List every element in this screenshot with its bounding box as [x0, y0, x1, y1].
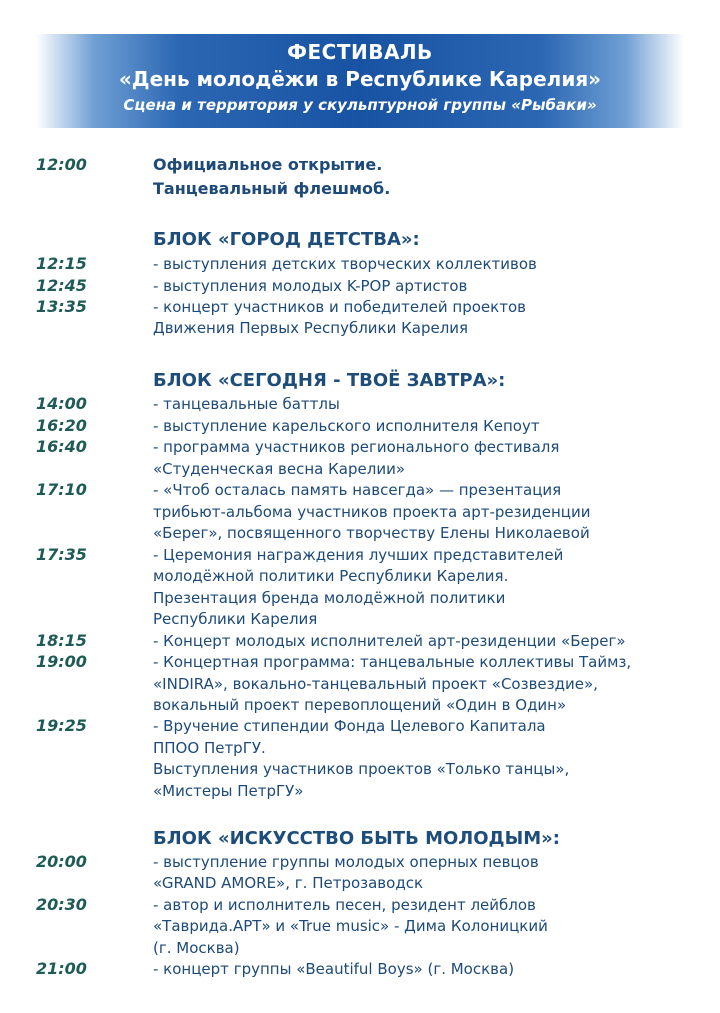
- event-line: «Берег», посвященного творчеству Елены Николаевой: [153, 524, 590, 542]
- time-label: 20:30: [36, 895, 87, 914]
- event-line: молодёжной политики Республики Карелия.: [153, 567, 509, 585]
- event-line: Выступления участников проектов «Только танцы»,: [153, 760, 570, 778]
- time-label: 16:20: [36, 416, 87, 435]
- event-line: Официальное открытие.: [153, 155, 383, 174]
- event-line: - Вручение стипендии Фонда Целевого Капитала: [153, 717, 546, 735]
- banner-event-name: «День молодёжи в Республике Карелия»: [118, 67, 602, 91]
- event-line: «Таврида.АРТ» и «True music» - Дима Колоницкий: [153, 917, 548, 935]
- block-heading: БЛОК «СЕГОДНЯ - ТВОЁ ЗАВТРА»:: [153, 370, 506, 391]
- event-line: «Мистеры ПетрГУ»: [153, 782, 304, 800]
- banner-location: Сцена и территория у скульптурной группы «Рыбаки»: [123, 96, 597, 114]
- event-line: «Студенческая весна Карелии»: [153, 460, 405, 478]
- block-heading: БЛОК «ГОРОД ДЕТСТВА»:: [153, 229, 420, 250]
- event-line: - Концертная программа: танцевальные коллективы Таймз,: [153, 653, 632, 671]
- event-line: Республики Карелия: [153, 610, 318, 628]
- event-line: - выступления молодых K-POP артистов: [153, 277, 468, 295]
- time-label: 12:45: [36, 276, 87, 295]
- event-line: - Церемония награждения лучших представителей: [153, 546, 564, 564]
- time-label: 21:00: [36, 959, 87, 978]
- time-label: 16:40: [36, 437, 87, 456]
- event-line: «GRAND AMORE», г. Петрозаводск: [153, 874, 423, 892]
- time-label: 18:15: [36, 631, 87, 650]
- event-line: - концерт участников и победителей проектов: [153, 298, 526, 316]
- time-label: 13:35: [36, 297, 87, 316]
- event-line: ППОО ПетрГУ.: [153, 739, 266, 757]
- time-label: 17:35: [36, 545, 87, 564]
- event-line: трибьют-альбома участников проекта арт-резиденции: [153, 503, 591, 521]
- banner-title: ФЕСТИВАЛЬ: [287, 40, 433, 64]
- time-label: 19:00: [36, 652, 87, 671]
- event-line: - танцевальные баттлы: [153, 395, 340, 413]
- event-line: - «Чтоб осталась память навсегда» — презентация: [153, 481, 562, 499]
- event-line: - автор и исполнитель песен, резидент лейблов: [153, 896, 536, 914]
- event-line: - выступление карельского исполнителя Кепоут: [153, 417, 540, 435]
- event-line: вокальный проект перевоплощений «Один в Один»: [153, 696, 567, 714]
- event-line: - Концерт молодых исполнителей арт-резиденции «Берег»: [153, 632, 626, 650]
- event-line: Танцевальный флешмоб.: [153, 179, 391, 198]
- time-label: 20:00: [36, 852, 87, 871]
- time-label: 19:25: [36, 716, 87, 735]
- event-line: - программа участников регионального фестиваля: [153, 438, 560, 456]
- event-line: - концерт группы «Beautiful Boys» (г. Москва): [153, 960, 515, 978]
- block-heading: БЛОК «ИСКУССТВО БЫТЬ МОЛОДЫМ»:: [153, 828, 560, 849]
- event-line: - выступления детских творческих коллективов: [153, 255, 537, 273]
- event-line: «INDIRA», вокально-танцевальный проект «Созвездие»,: [153, 675, 598, 693]
- time-label: 17:10: [36, 480, 87, 499]
- event-line: Движения Первых Республики Карелия: [153, 319, 469, 337]
- time-label: 14:00: [36, 394, 87, 413]
- time-label: 12:00: [36, 155, 87, 174]
- event-line: Презентация бренда молодёжной политики: [153, 589, 506, 607]
- event-line: (г. Москва): [153, 939, 240, 957]
- time-label: 12:15: [36, 254, 87, 273]
- event-line: - выступление группы молодых оперных певцов: [153, 853, 539, 871]
